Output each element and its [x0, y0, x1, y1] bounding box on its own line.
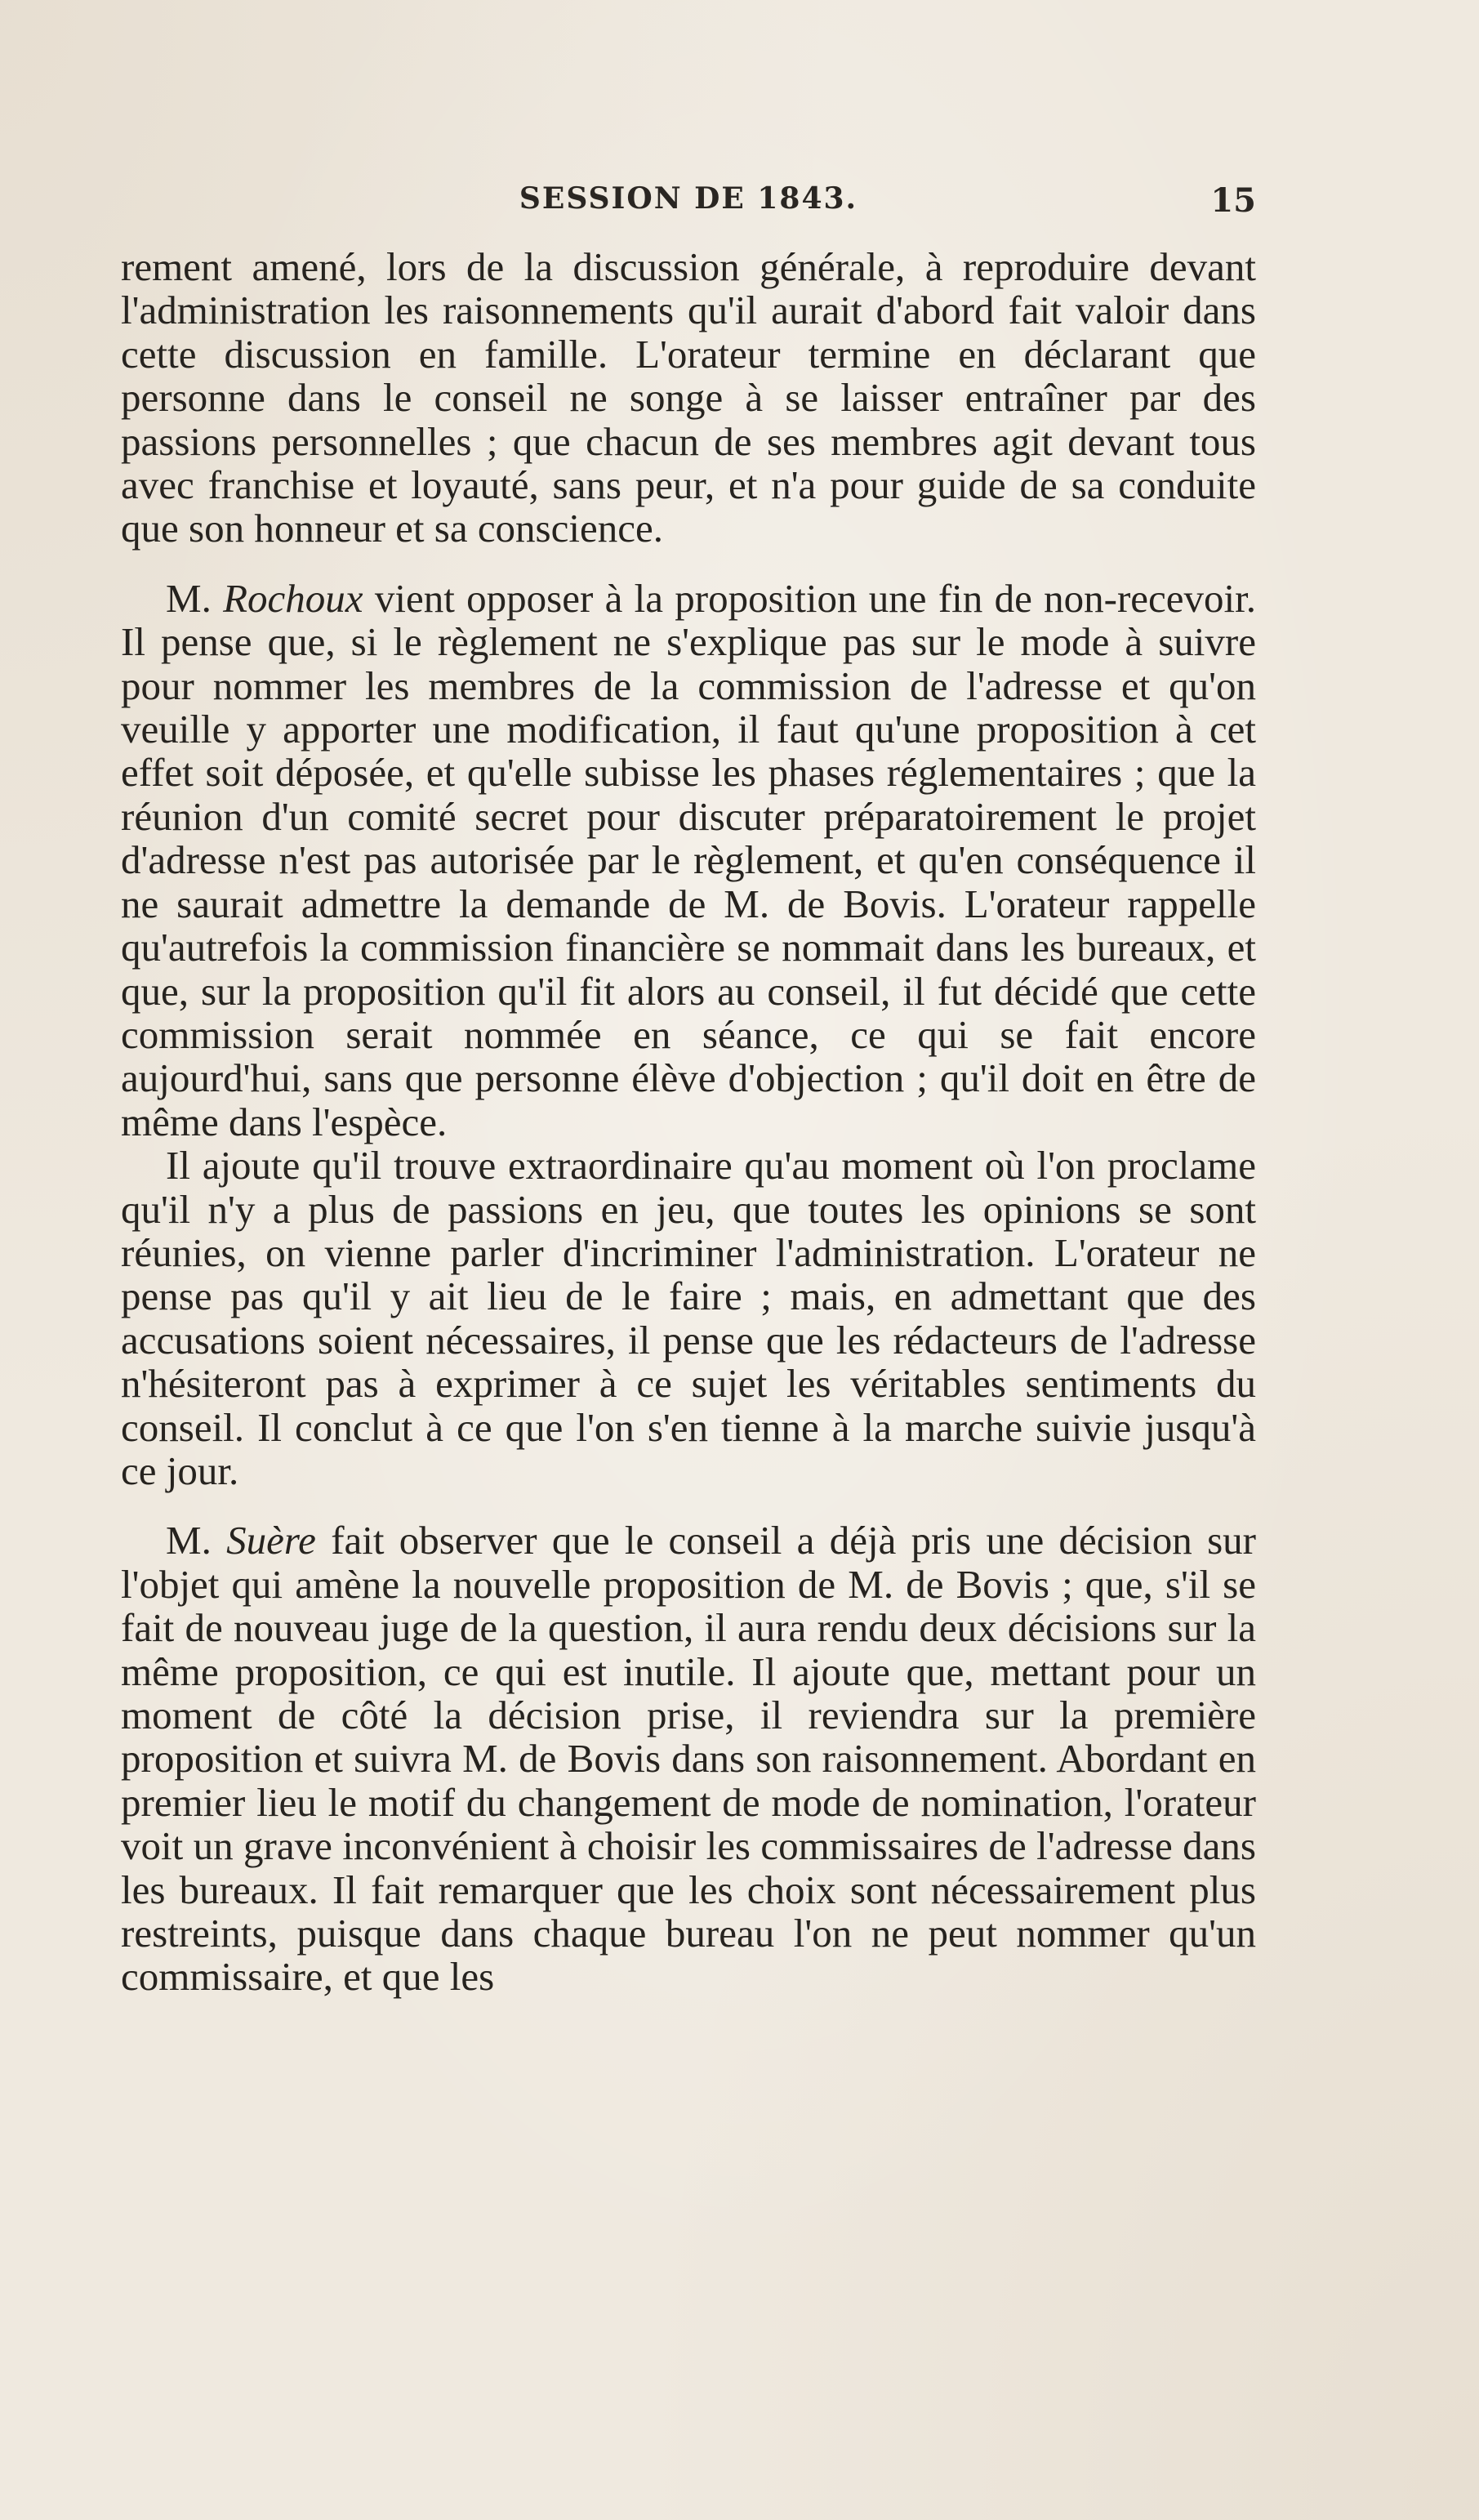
page-number: 15	[1210, 181, 1256, 220]
speaker-prefix: M.	[166, 1518, 227, 1563]
paragraph-text: Il ajoute qu'il trouve extraordinaire qu'au moment où l'on proclame qu'il n'y a plus de passions en jeu, que toutes les opinions se sont réunies, on vienne parler d'incriminer l'administration. L'orateur ne pense pas qu'il y ait lieu de le faire ; mais, en admettant que des accusations soient nécessaires, il pense que les rédacteurs de l'adresse n'hésiteront pas à exprimer à ce sujet les véritables sentiments du conseil. Il conclut à ce que l'on s'en tienne à la marche suivie jusqu'à ce jour.	[121, 1143, 1256, 1493]
paragraph-suere	[121, 1519, 1256, 1998]
running-title: SESSION DE 1843.	[519, 181, 858, 216]
paragraph-text: fait observer que le conseil a déjà pris une décision sur l'objet qui amène la nouvelle proposition de M. de Bovis ; que, s'il se fait de nouveau juge de la question, il aura rendu deux décisions sur la même proposition, ce qui est inutile. Il ajoute que, mettant pour un moment de côté la décision prise, il reviendra sur la première proposition et suivra M. de Bovis dans son raisonnement. Abordant en premier lieu le motif du changement de mode de nomination, l'orateur voit un grave inconvénient à choisir les commissaires de l'adresse dans les bureaux. Il fait remarquer que les choix sont nécessairement plus restreints, puisque dans chaque bureau l'on ne peut nommer qu'un commissaire, et que les	[121, 1518, 1256, 2000]
body-text	[121, 245, 1256, 1999]
speaker-name: Rochoux	[223, 575, 363, 621]
paragraph-text: rement amené, lors de la discussion générale, à reproduire devant l'administration les raisonnements qu'il aurait d'abord fait valoir dans cette discussion en famille. L'orateur termine en déclarant que personne dans le conseil ne songe à se laisser entraîner par des passions personnelles ; que chacun de ses membres agit devant tous avec franchise et loyauté, sans peur, et n'a pour guide de sa conduite que son honneur et sa conscience.	[121, 244, 1256, 551]
page-header	[121, 181, 1256, 230]
paragraph-text: vient opposer à la proposition une fin de non-recevoir. Il pense que, si le règlement ne s'explique pas sur le mode à suivre pour nommer les membres de la commission de l'adresse et qu'on veuille y apporter une modification, il faut qu'une proposition à cet effet soit déposée, et qu'elle subisse les phases réglementaires ; que la réunion d'un comité secret pour discuter préparatoirement le projet d'adresse n'est pas autorisée par le règlement, et qu'en conséquence il ne saurait admettre la demande de M. de Bovis. L'orateur rappelle qu'autrefois la commission financière se nommait dans les bureaux, et que, sur la proposition qu'il fit alors au conseil, il fut décidé que cette commission serait nommée en séance, ce qui se fait encore aujourd'hui, sans que personne élève d'objection ; qu'il doit en être de même dans l'espèce.	[121, 575, 1256, 1144]
paragraph-rochoux-continued	[121, 1144, 1256, 1492]
speaker-name: Suère	[226, 1518, 316, 1563]
paragraph-continuation	[121, 245, 1256, 551]
speaker-prefix: M.	[166, 575, 224, 621]
paragraph-rochoux	[121, 577, 1256, 1144]
